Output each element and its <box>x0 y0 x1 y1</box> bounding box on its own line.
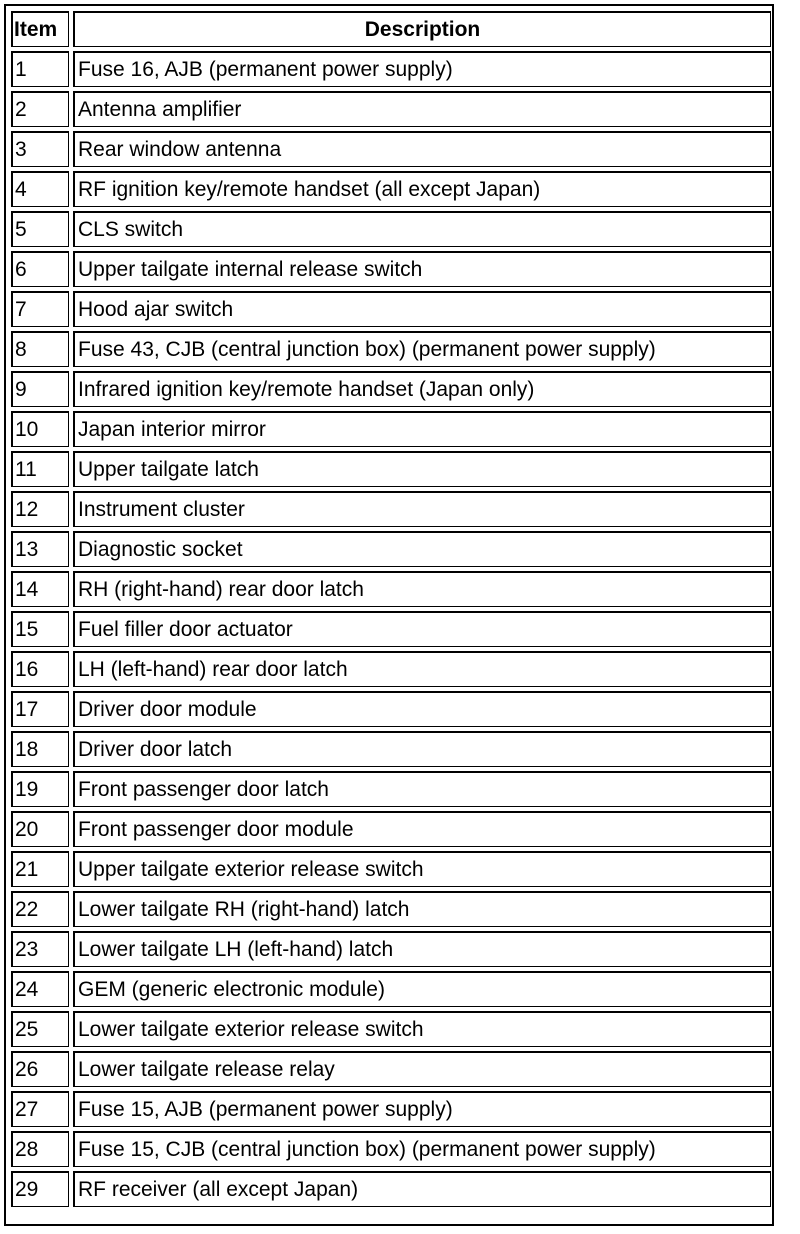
item-number: 5 <box>11 211 69 247</box>
item-description: Hood ajar switch <box>73 291 771 327</box>
item-number: 15 <box>11 611 69 647</box>
table-row <box>9 649 773 689</box>
table-row <box>9 289 773 329</box>
item-number: 24 <box>11 971 69 1007</box>
item-description: Driver door module <box>73 691 771 727</box>
item-number: 14 <box>11 571 69 607</box>
item-description: Instrument cluster <box>73 491 771 527</box>
item-description: Upper tailgate exterior release switch <box>73 851 771 887</box>
table-row <box>9 249 773 289</box>
item-description: Lower tailgate release relay <box>73 1051 771 1087</box>
item-description: Fuel filler door actuator <box>73 611 771 647</box>
item-number: 1 <box>11 51 69 87</box>
item-description: RH (right-hand) rear door latch <box>73 571 771 607</box>
item-number: 13 <box>11 531 69 567</box>
item-description: Japan interior mirror <box>73 411 771 447</box>
item-description: Upper tailgate internal release switch <box>73 251 771 287</box>
table-row <box>9 449 773 489</box>
table-row <box>9 569 773 609</box>
item-description: Front passenger door module <box>73 811 771 847</box>
table-row <box>9 129 773 169</box>
item-description: Rear window antenna <box>73 131 771 167</box>
item-number: 22 <box>11 891 69 927</box>
table-row <box>9 169 773 209</box>
item-description: Upper tailgate latch <box>73 451 771 487</box>
table-row <box>9 529 773 569</box>
item-number: 23 <box>11 931 69 967</box>
table-row <box>9 209 773 249</box>
item-number: 17 <box>11 691 69 727</box>
table-row <box>9 609 773 649</box>
item-number: 27 <box>11 1091 69 1127</box>
legend-table <box>9 9 773 1209</box>
item-number: 19 <box>11 771 69 807</box>
table-row <box>9 1169 773 1209</box>
table-row <box>9 1009 773 1049</box>
item-number: 20 <box>11 811 69 847</box>
item-number: 7 <box>11 291 69 327</box>
item-description: Fuse 43, CJB (central junction box) (permanent power supply) <box>73 331 771 367</box>
item-description: Fuse 15, CJB (central junction box) (permanent power supply) <box>73 1131 771 1167</box>
item-number: 11 <box>11 451 69 487</box>
item-description: Lower tailgate RH (right-hand) latch <box>73 891 771 927</box>
item-description: Antenna amplifier <box>73 91 771 127</box>
table-row <box>9 889 773 929</box>
item-number: 29 <box>11 1171 69 1207</box>
table-row <box>9 369 773 409</box>
item-description: Lower tailgate LH (left-hand) latch <box>73 931 771 967</box>
item-number: 9 <box>11 371 69 407</box>
table-row <box>9 49 773 89</box>
item-description: GEM (generic electronic module) <box>73 971 771 1007</box>
item-description: RF ignition key/remote handset (all except Japan) <box>73 171 771 207</box>
table-row <box>9 809 773 849</box>
table-row <box>9 689 773 729</box>
item-description: Lower tailgate exterior release switch <box>73 1011 771 1047</box>
item-column-header: Item <box>11 11 69 47</box>
table-row <box>9 769 773 809</box>
legend-body <box>9 49 773 1209</box>
item-number: 25 <box>11 1011 69 1047</box>
table-row <box>9 409 773 449</box>
table-row <box>9 849 773 889</box>
item-description: CLS switch <box>73 211 771 247</box>
table-row <box>9 329 773 369</box>
item-number: 16 <box>11 651 69 687</box>
item-number: 12 <box>11 491 69 527</box>
item-description: Front passenger door latch <box>73 771 771 807</box>
item-description: Diagnostic socket <box>73 531 771 567</box>
item-description: RF receiver (all except Japan) <box>73 1171 771 1207</box>
item-description: Driver door latch <box>73 731 771 767</box>
table-row <box>9 1049 773 1089</box>
table-row <box>9 729 773 769</box>
table-row <box>9 489 773 529</box>
item-description: Fuse 16, AJB (permanent power supply) <box>73 51 771 87</box>
table-row <box>9 1089 773 1129</box>
item-description: Infrared ignition key/remote handset (Japan only) <box>73 371 771 407</box>
item-description: Fuse 15, AJB (permanent power supply) <box>73 1091 771 1127</box>
item-number: 26 <box>11 1051 69 1087</box>
item-number: 10 <box>11 411 69 447</box>
item-number: 2 <box>11 91 69 127</box>
item-number: 4 <box>11 171 69 207</box>
header-row <box>9 9 773 49</box>
table-row <box>9 1129 773 1169</box>
item-number: 18 <box>11 731 69 767</box>
item-number: 6 <box>11 251 69 287</box>
table-row <box>9 929 773 969</box>
item-number: 8 <box>11 331 69 367</box>
description-column-header: Description <box>73 11 771 47</box>
table-row <box>9 89 773 129</box>
legend-table-frame <box>4 4 774 1226</box>
item-description: LH (left-hand) rear door latch <box>73 651 771 687</box>
item-number: 21 <box>11 851 69 887</box>
item-number: 3 <box>11 131 69 167</box>
table-row <box>9 969 773 1009</box>
item-number: 28 <box>11 1131 69 1167</box>
